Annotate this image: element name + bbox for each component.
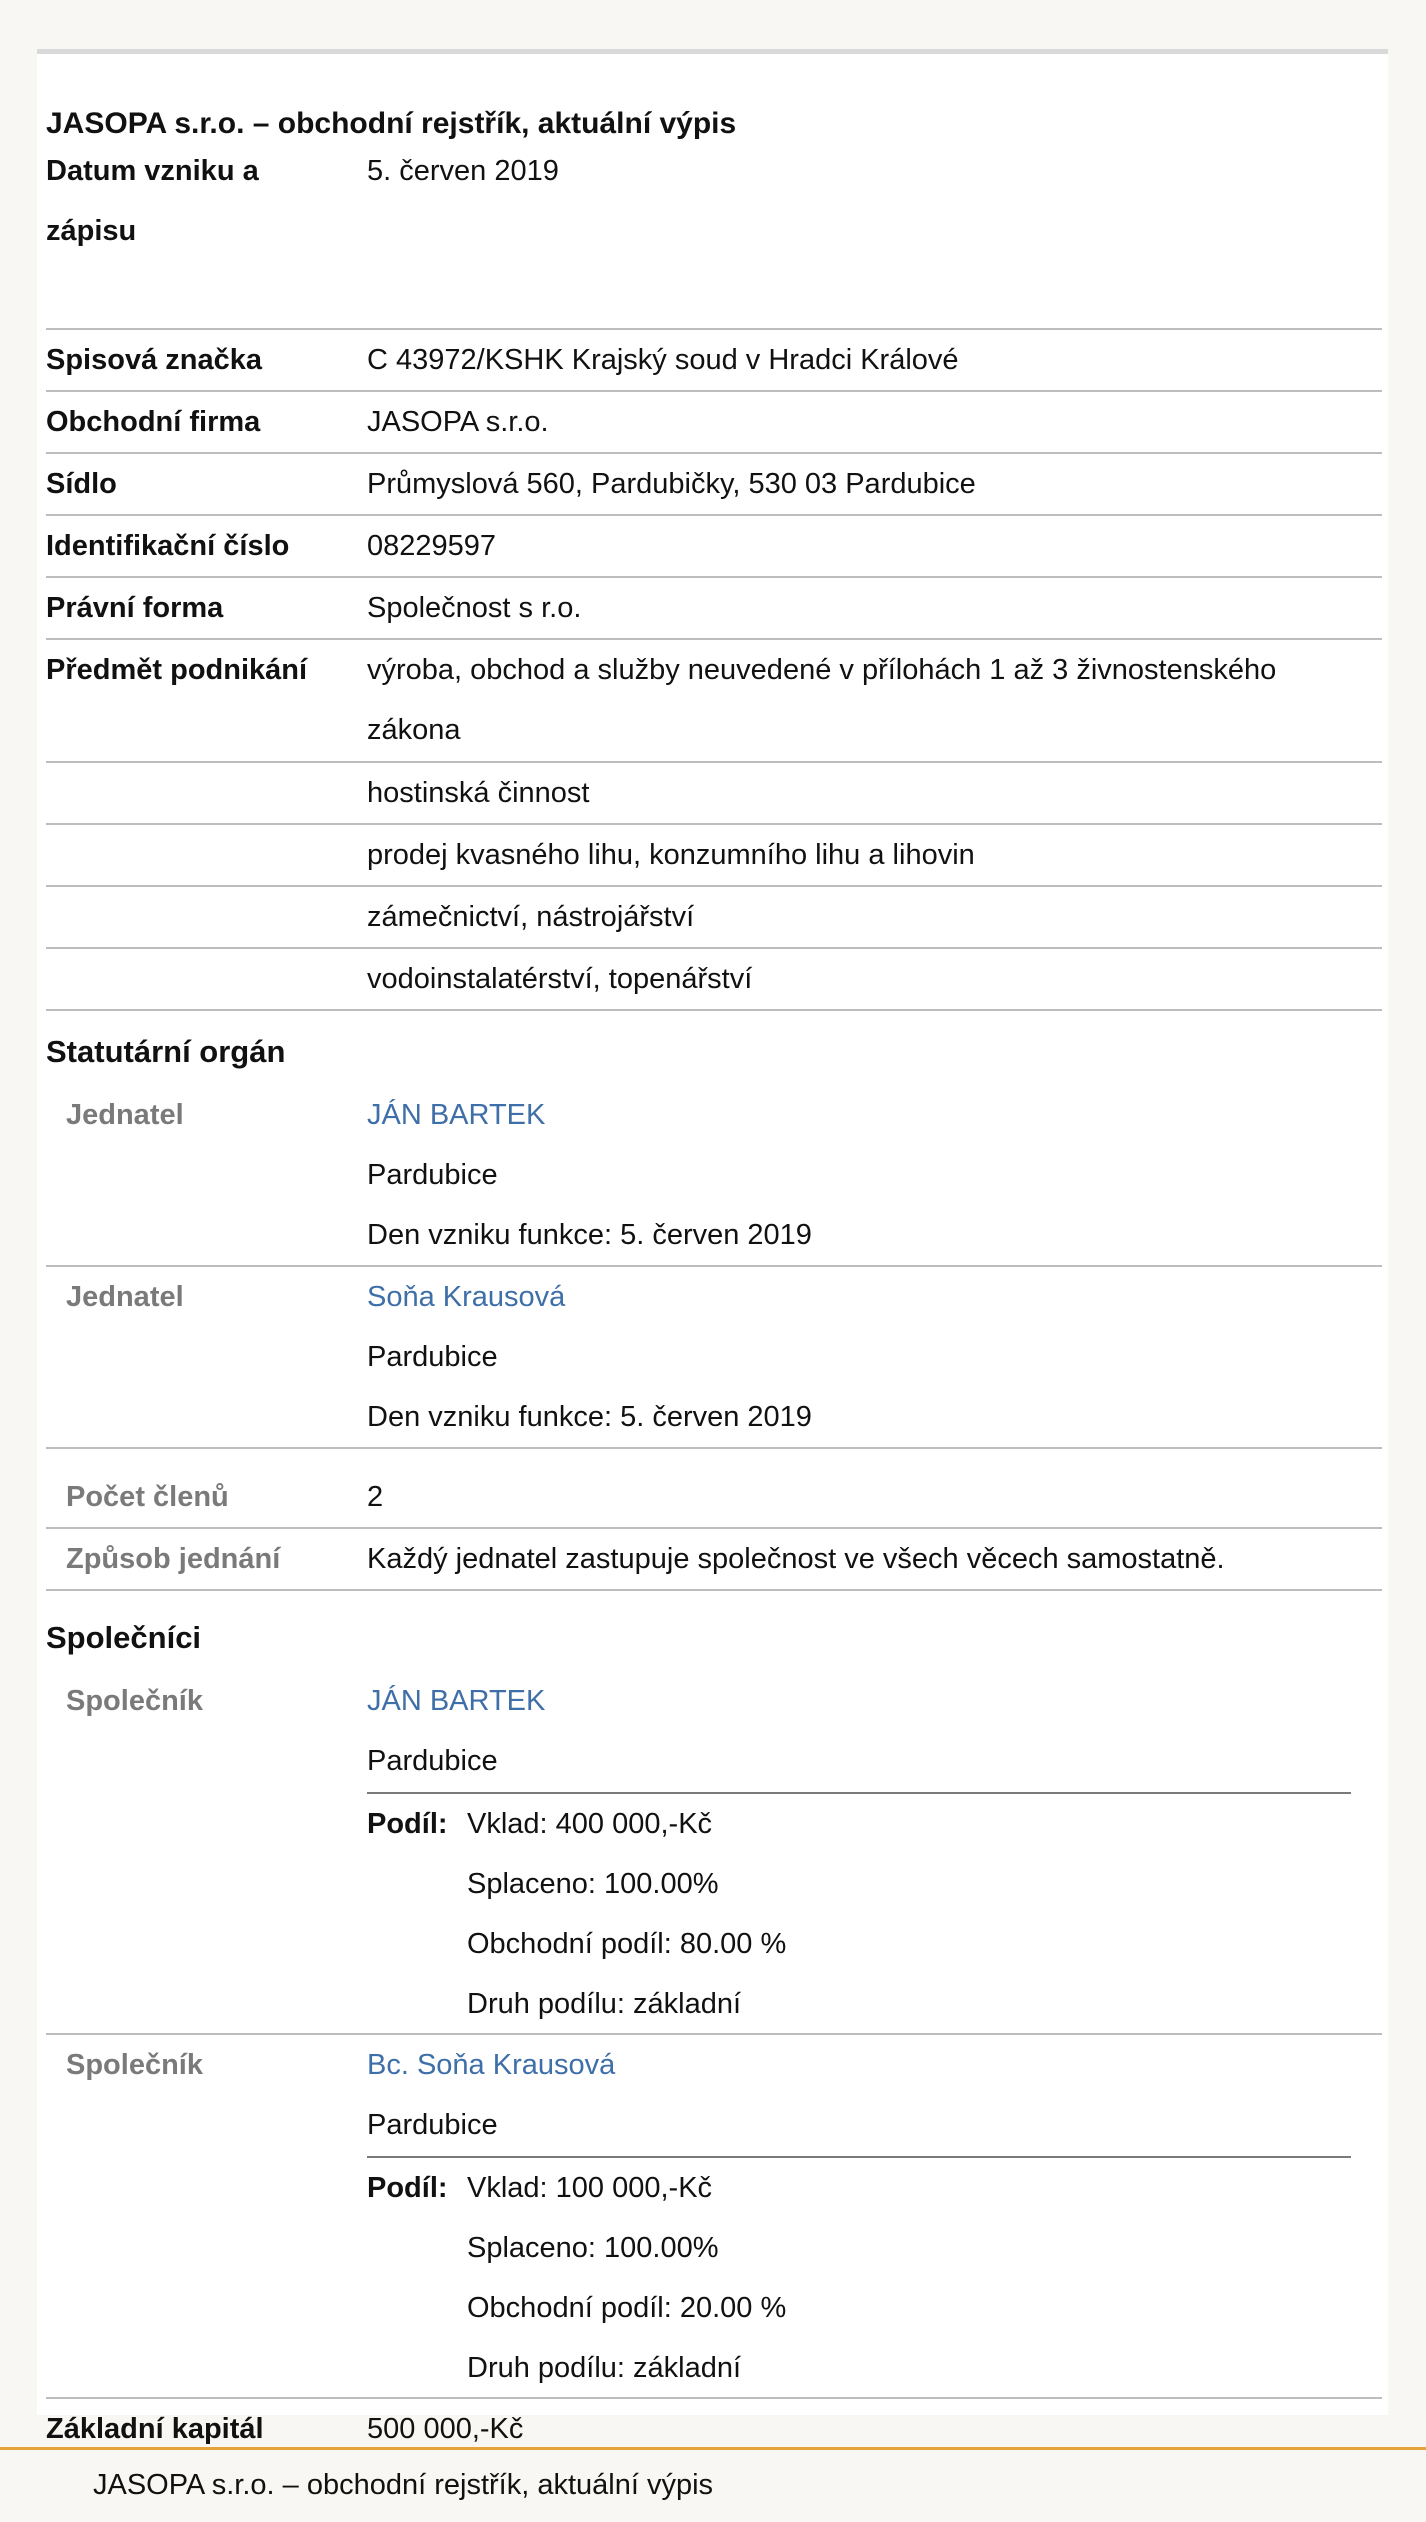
row-value: Každý jednatel zastupuje společnost ve všech věcech samostatně. [367, 1543, 1225, 1575]
row-label: Předmět podnikání [46, 654, 308, 686]
row-label: Právní forma [46, 592, 224, 624]
row-label: Obchodní firma [46, 406, 261, 438]
section-statutarni-organ: Statutární orgán [46, 1034, 286, 1069]
spolecnik-details [367, 2035, 615, 2155]
share-splaceno: Splaceno: 100.00% [467, 1868, 719, 1900]
spolecnik-entry [46, 1671, 1382, 2035]
person-link[interactable]: JÁN BARTEK [367, 1099, 546, 1131]
row-label: Spisová značka [46, 344, 262, 376]
row-value: 5. červen 2019 [367, 155, 559, 187]
row-ico [46, 516, 1382, 578]
role-label: Jednatel [66, 1281, 184, 1313]
row-spisova-znacka [46, 330, 1382, 392]
jednatel-entry [46, 1267, 1382, 1449]
page-footer [0, 2447, 1426, 2522]
share-druh: Druh podílu: základní [467, 1988, 742, 2020]
row-predmet-item [46, 763, 1382, 825]
row-value: JASOPA s.r.o. [367, 406, 549, 438]
jednatel-details [367, 1085, 812, 1265]
row-value: 2 [367, 1481, 384, 1513]
row-value: vodoinstalatérství, topenářství [367, 963, 753, 995]
share-vklad: Vklad: 400 000,-Kč [467, 1808, 713, 1840]
row-value: zámečnictví, nástrojářství [367, 901, 695, 933]
row-datum-vzniku [46, 141, 1382, 330]
person-city: Pardubice [367, 1745, 498, 1777]
function-since: Den vzniku funkce: 5. červen 2019 [367, 1219, 812, 1251]
person-link[interactable]: Soňa Krausová [367, 1281, 566, 1313]
row-predmet-podnikani [46, 640, 1382, 763]
share-label: Podíl: [367, 1808, 448, 1840]
row-predmet-item [46, 825, 1382, 887]
person-city: Pardubice [367, 1341, 498, 1373]
row-value: Společnost s r.o. [367, 592, 582, 624]
share-druh: Druh podílu: základní [467, 2352, 742, 2384]
row-predmet-item [46, 949, 1382, 1011]
share-obchodni-podil: Obchodní podíl: 80.00 % [467, 1928, 787, 1960]
spolecnik-entry [46, 2035, 1382, 2399]
row-obchodni-firma [46, 392, 1382, 454]
row-value: C 43972/KSHK Krajský soud v Hradci Králové [367, 344, 959, 376]
person-city: Pardubice [367, 1159, 498, 1191]
page-title: JASOPA s.r.o. – obchodní rejstřík, aktuální výpis [46, 107, 737, 140]
row-label: Počet členů [66, 1481, 229, 1513]
row-pocet-clenu [46, 1467, 1382, 1529]
share-label: Podíl: [367, 2172, 448, 2204]
footer-title: JASOPA s.r.o. – obchodní rejstřík, aktuální výpis [93, 2469, 714, 2501]
row-zpusob-jednani [46, 1529, 1382, 1591]
section-spolecnici: Společníci [46, 1620, 202, 1655]
share-splaceno: Splaceno: 100.00% [467, 2232, 719, 2264]
share-vklad: Vklad: 100 000,-Kč [467, 2172, 713, 2204]
share-box [367, 1792, 1351, 2035]
person-link[interactable]: Bc. Soňa Krausová [367, 2049, 616, 2081]
register-extract-card [37, 49, 1388, 2445]
row-label: Identifikační číslo [46, 530, 290, 562]
row-pravni-forma [46, 578, 1382, 640]
row-value: hostinská činnost [367, 777, 590, 809]
row-value: 500 000,-Kč [367, 2413, 524, 2445]
row-label: Způsob jednání [66, 1543, 281, 1575]
row-label: Základní kapitál [46, 2413, 264, 2445]
row-sidlo [46, 454, 1382, 516]
share-obchodni-podil: Obchodní podíl: 20.00 % [467, 2292, 787, 2324]
row-value: výroba, obchod a služby neuvedené v přílohách 1 až 3 živnostenského zákona [367, 654, 1277, 746]
row-value: 08229597 [367, 530, 497, 562]
row-value: Průmyslová 560, Pardubičky, 530 03 Pardubice [367, 468, 976, 500]
row-value: prodej kvasného lihu, konzumního lihu a lihovin [367, 839, 975, 871]
row-predmet-item [46, 887, 1382, 949]
share-box [367, 2156, 1351, 2399]
function-since: Den vzniku funkce: 5. červen 2019 [367, 1401, 812, 1433]
jednatel-details [367, 1267, 812, 1447]
share-details [467, 1794, 786, 2034]
person-link[interactable]: JÁN BARTEK [367, 1685, 546, 1717]
role-label: Společník [66, 1685, 203, 1717]
row-label: Sídlo [46, 468, 117, 500]
jednatel-entry [46, 1085, 1382, 1267]
role-label: Společník [66, 2049, 203, 2081]
person-city: Pardubice [367, 2109, 498, 2141]
share-details [467, 2158, 786, 2398]
row-label: Datum vzniku a zápisu [46, 155, 259, 247]
spolecnik-details [367, 1671, 545, 1791]
role-label: Jednatel [66, 1099, 184, 1131]
